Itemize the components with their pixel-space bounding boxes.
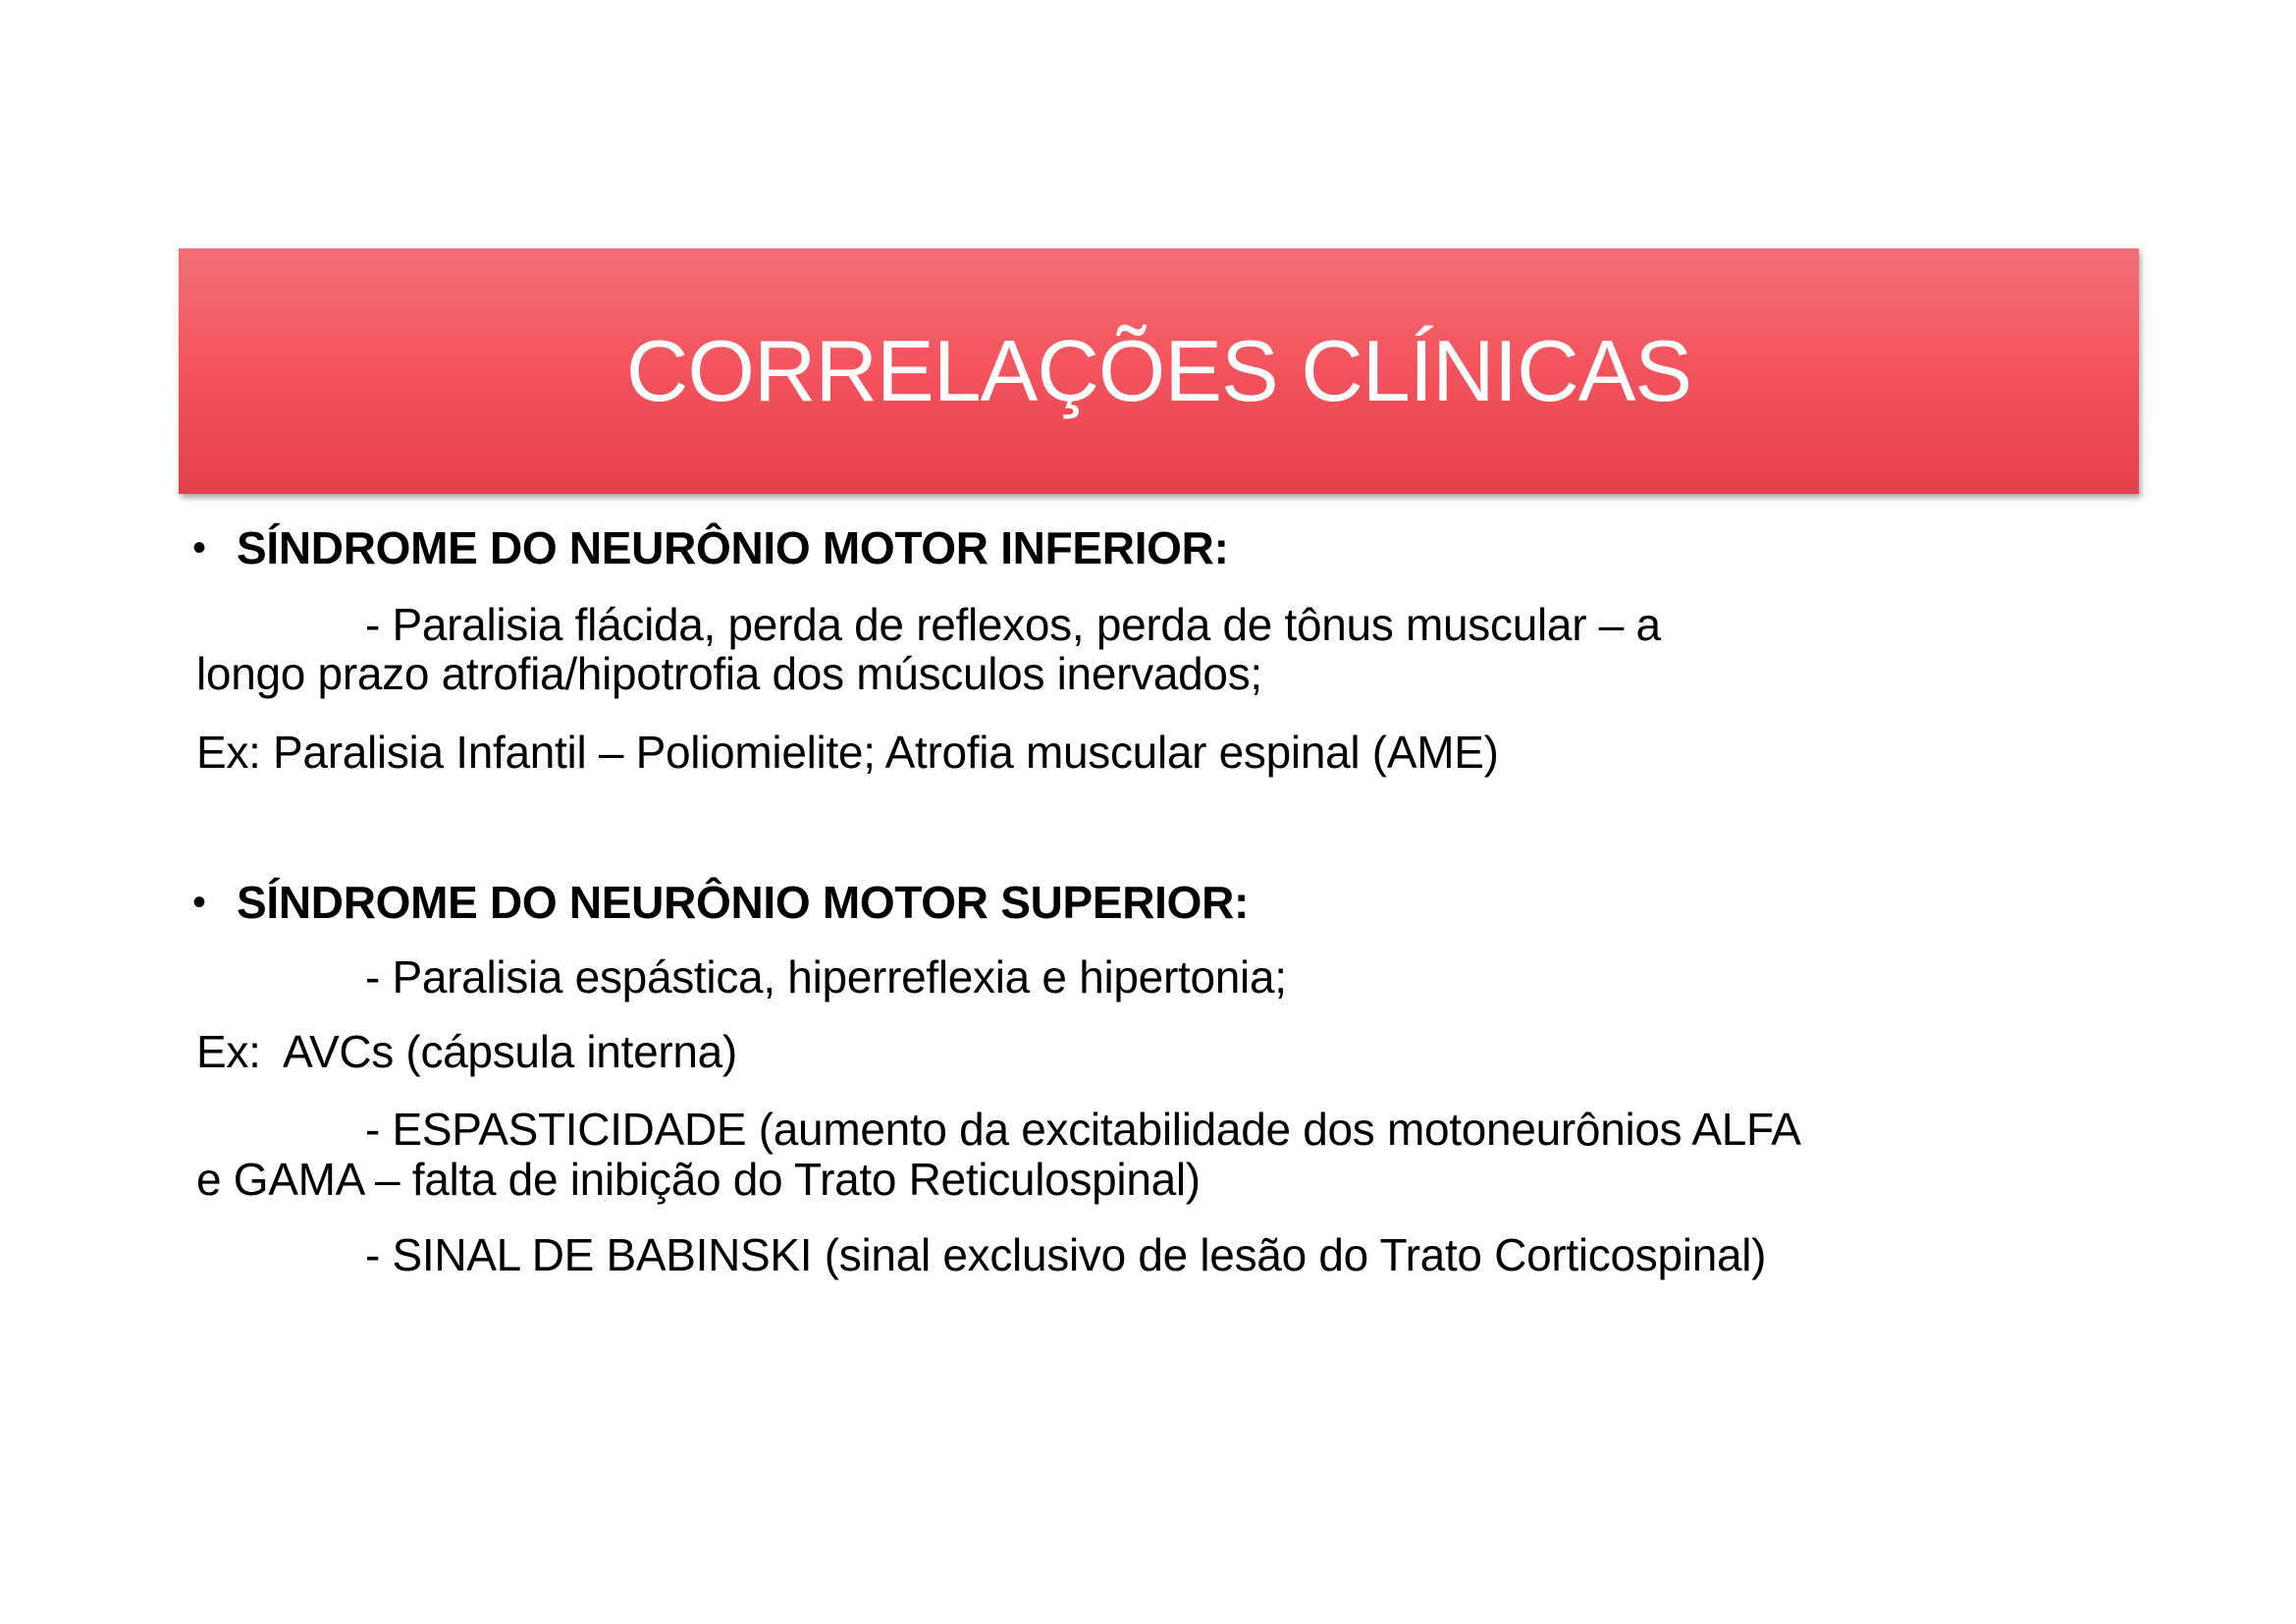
section2-line2a: - ESPASTICIDADE (aumento da excitabilidade dos motoneurônios ALFA	[365, 1104, 1801, 1155]
section1-heading: SÍNDROME DO NEURÔNIO MOTOR INFERIOR:	[237, 522, 1229, 573]
section2-example: Ex: AVCs (cápsula interna)	[196, 1026, 737, 1077]
section2-heading: SÍNDROME DO NEURÔNIO MOTOR SUPERIOR:	[237, 877, 1250, 928]
section1-line1: - Paralisia flácida, perda de reflexos, perda de tônus muscular – a	[365, 599, 1661, 650]
slide-title: CORRELAÇÕES CLÍNICAS	[625, 322, 1692, 419]
title-banner	[179, 248, 2139, 494]
section1-line2: longo prazo atrofia/hipotrofia dos músculos inervados;	[196, 648, 1262, 699]
section1-example: Ex: Paralisia Infantil – Poliomielite; Atrofia muscular espinal (AME)	[196, 727, 1499, 778]
section2-line2b: e GAMA – falta de inibição do Trato Reticulospinal)	[196, 1154, 1201, 1205]
bullet-marker: •	[192, 881, 207, 924]
bullet-marker: •	[192, 526, 207, 569]
section2-line3: - SINAL DE BABINSKI (sinal exclusivo de lesão do Trato Corticospinal)	[365, 1229, 1767, 1280]
section2-line1: - Paralisia espástica, hiperreflexia e hipertonia;	[365, 951, 1287, 1002]
